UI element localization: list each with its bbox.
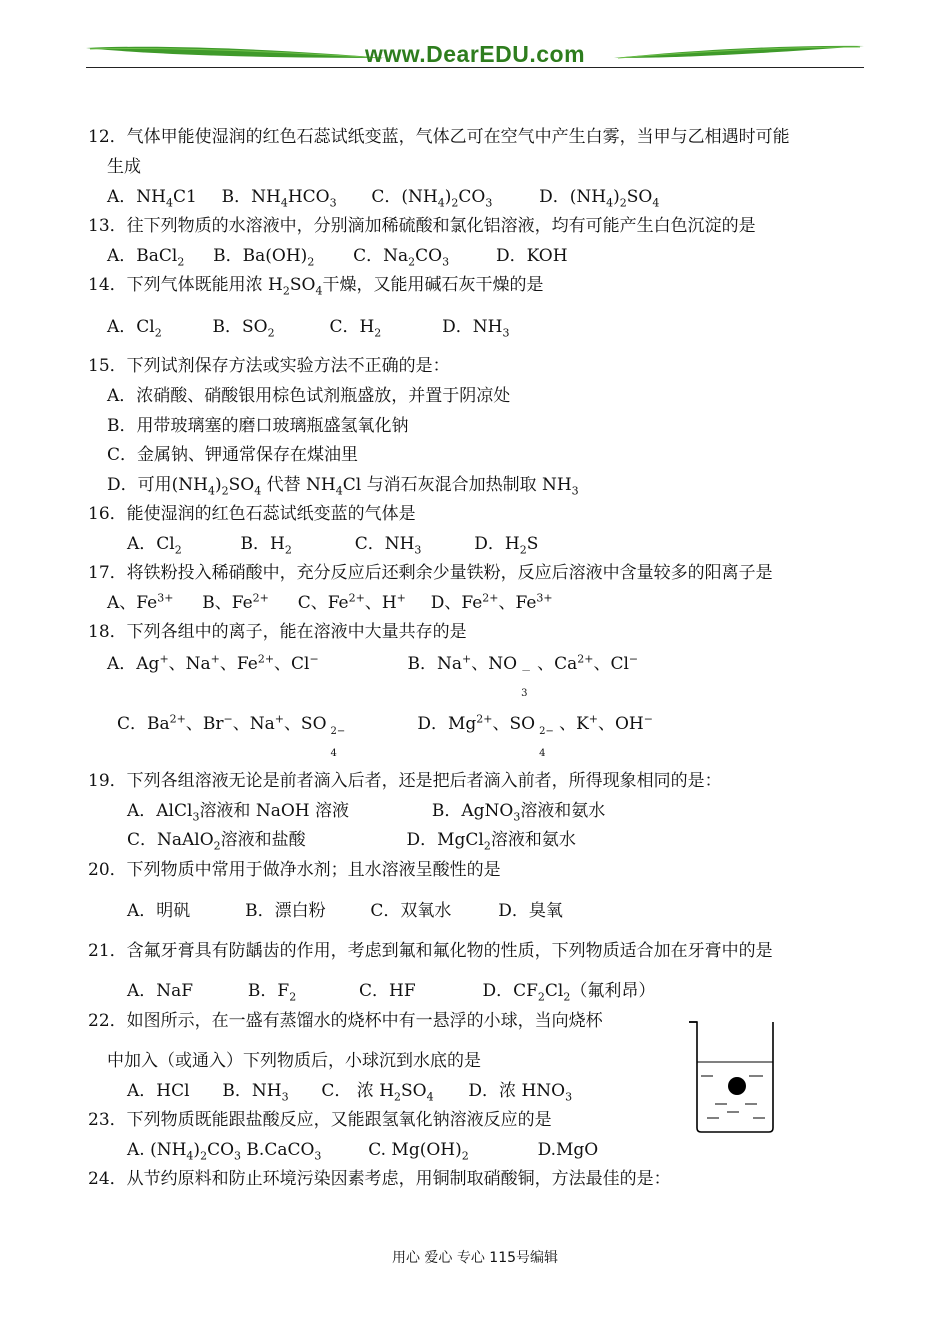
header-divider	[86, 67, 864, 68]
q16-options	[127, 533, 538, 555]
q23-option-a: A. $(NH_4)_2CO_3$	[127, 1140, 242, 1163]
q19-options-cd	[127, 829, 576, 851]
q14-option-a: A．$Cl_2$	[107, 317, 162, 340]
q19-stem: 19．下列各组溶液无论是前者滴入后者，还是把后者滴入前者，所得现象相同的是：	[88, 771, 722, 791]
q22-stem: 22．如图所示，在一盛有蒸馏水的烧杯中有一悬浮的小球，当向烧杯	[88, 1011, 603, 1031]
q15-option-a: A．浓硝酸、硝酸银用棕色试剂瓶盛放，并置于阴凉处	[107, 386, 511, 406]
q14-stem: 14．下列气体既能用浓 $H_2SO_4$干燥，又能用碱石灰干燥的是	[88, 275, 544, 298]
q14-option-d: D．$NH_3$	[442, 317, 510, 340]
q16-option-a: A．$Cl_2$	[127, 534, 182, 557]
q21-options	[127, 980, 655, 1002]
q18-option-a: A．Ag+、Na+、$Fe^{2+}$、Cl−	[107, 652, 319, 674]
q24-stem: 24．从节约原料和防止环境污染因素考虑，用铜制取硝酸铜，方法最佳的是：	[88, 1169, 671, 1189]
q17-option-a: A、$Fe^{3+}$	[107, 591, 174, 613]
page-footer: 用心 爱心 专心 115号编辑	[391, 1250, 559, 1266]
q19-option-c: C．NaAlO$_2$溶液和盐酸	[127, 830, 306, 853]
q17-option-c: C、$Fe^{2+}$、H+	[297, 591, 406, 613]
q14-options	[107, 316, 509, 338]
q21-option-a: A．NaF	[127, 981, 194, 1001]
q23-option-d: D.MgO	[537, 1140, 599, 1160]
q21-option-b: B．$F_2$	[247, 981, 297, 1004]
q12-option-c: C．$(NH_4)_2CO_3$	[371, 187, 493, 210]
q12-options	[107, 186, 659, 208]
q23-option-b: B.CaCO$_3$	[246, 1140, 322, 1163]
q20-option-a: A．明矾	[127, 901, 191, 921]
q23-options	[127, 1139, 598, 1161]
q15-option-c: C．金属钠、钾通常保存在煤油里	[107, 445, 359, 465]
q20-option-c: C．双氧水	[370, 901, 452, 921]
q18-options-ab	[107, 652, 639, 699]
q12-stem: 12．气体甲能使湿润的红色石蕊试纸变蓝，气体乙可在空气中产生白雾，当甲与乙相遇时可能	[88, 127, 790, 147]
q19-option-b: B．AgNO$_3$溶液和氨水	[431, 801, 606, 824]
q15-option-d: D．可用$(NH_4)_2SO_4$ 代替 $NH_4Cl$ 与消石灰混合加热制取 $NH_3$	[107, 475, 579, 498]
q13-options	[107, 245, 568, 267]
site-logo-text: www.DearEDU.com	[364, 41, 586, 67]
q21-stem: 21．含氟牙膏具有防龋齿的作用，考虑到氟和氟化物的性质，下列物质适合加在牙膏中的是	[88, 941, 773, 961]
q16-option-b: B．$H_2$	[240, 534, 292, 557]
beaker-figure-icon	[687, 1018, 779, 1136]
q16-option-d: D．$H_2S$	[474, 534, 539, 557]
q15-stem: 15．下列试剂保存方法或实验方法不正确的是：	[88, 356, 450, 376]
q17-stem: 17．将铁粉投入稀硝酸中，充分反应后还剩余少量铁粉，反应后溶液中含量较多的阳离子是	[88, 563, 773, 583]
q21-option-d: D．$CF_2Cl_2$（氟利昂）	[482, 981, 656, 1004]
q22-stem-cont: 中加入（或通入）下列物质后，小球沉到水底的是	[107, 1051, 481, 1071]
q16-option-c: C．$NH_3$	[354, 534, 422, 557]
q12-option-b: B．$NH_4HCO_3$	[221, 187, 337, 210]
q22-option-a: A．HCl	[127, 1081, 190, 1101]
q18-option-c: C．$Ba^{2+}$、Br−、Na+、SO 2− 4	[117, 712, 346, 759]
q12-option-d: D．$(NH_4)_2SO_4$	[539, 187, 660, 210]
q22-options	[127, 1080, 572, 1102]
q17-option-d: D、$Fe^{2+}$、$Fe^{3+}$	[430, 591, 553, 613]
q13-option-d: D．KOH	[495, 246, 568, 266]
q13-option-b: B．$Ba(OH)_2$	[213, 246, 315, 269]
q19-option-a: A．AlCl$_3$溶液和 NaOH 溶液	[127, 801, 350, 824]
q22-option-d: D．浓 $HNO_3$	[468, 1081, 573, 1104]
site-banner	[86, 38, 864, 72]
q21-option-c: C．HF	[359, 981, 416, 1001]
q20-option-b: B．漂白粉	[245, 901, 326, 921]
q20-option-d: D．臭氧	[498, 901, 563, 921]
q22-option-b: B．$NH_3$	[222, 1081, 289, 1104]
q15-option-b: B．用带玻璃塞的磨口玻璃瓶盛氢氧化钠	[107, 416, 409, 436]
q13-option-a: A．BaCl$_2$	[107, 246, 185, 269]
q12-stem-cont: 生成	[107, 157, 141, 177]
q13-option-c: C．$Na_2CO_3$	[353, 246, 450, 269]
q14-option-c: C．$H_2$	[329, 317, 382, 340]
q13-stem: 13．往下列物质的水溶液中，分别滴加稀硫酸和氯化铝溶液，均有可能产生白色沉淀的是	[88, 216, 756, 236]
q18-option-d: D．$Mg^{2+}$、SO 2− 4 、K+、OH−	[417, 712, 653, 759]
q14-option-b: B．$SO_2$	[212, 317, 275, 340]
q22-option-c: C． 浓 $H_2SO_4$	[321, 1081, 434, 1104]
q18-stem: 18．下列各组中的离子，能在溶液中大量共存的是	[88, 622, 467, 642]
q23-option-c: C. $Mg(OH)_2$	[368, 1140, 469, 1163]
q19-options-ab	[127, 800, 605, 822]
q18-option-b: B．Na+、NO － 3 、$Ca^{2+}$、Cl−	[407, 652, 639, 699]
q12-option-a: A．$NH_4C1$	[107, 187, 197, 210]
q17-option-b: B、$Fe^{2+}$	[202, 591, 269, 613]
q20-options	[127, 900, 563, 922]
q20-stem: 20．下列物质中常用于做净水剂；且水溶液呈酸性的是	[88, 860, 501, 880]
q18-options-cd	[117, 712, 653, 759]
q17-options	[107, 592, 553, 614]
q19-option-d: D．MgCl$_2$溶液和氨水	[406, 830, 576, 853]
q16-stem: 16．能使湿润的红色石蕊试纸变蓝的气体是	[88, 504, 416, 524]
q23-stem: 23．下列物质既能跟盐酸反应，又能跟氢氧化钠溶液反应的是	[88, 1110, 552, 1130]
